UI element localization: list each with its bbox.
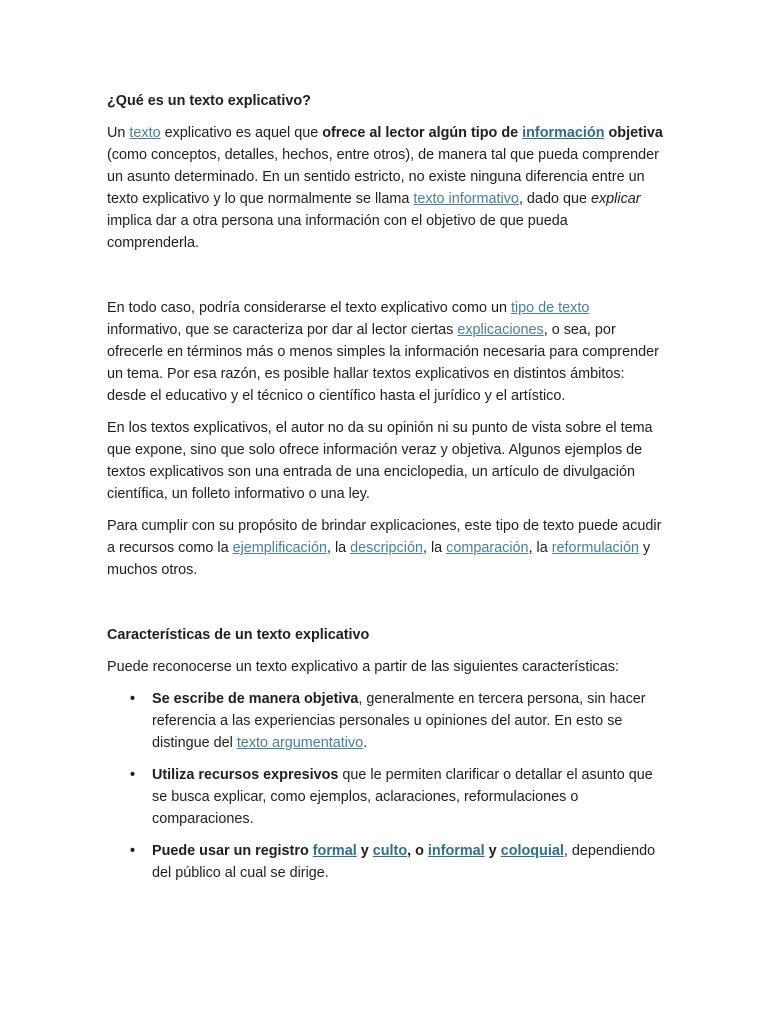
link-informacion[interactable]: información [522, 125, 605, 141]
list-item [107, 764, 663, 830]
bold-text: y [356, 843, 373, 859]
link-texto-argumentativo[interactable]: texto argumentativo [236, 735, 364, 751]
text-run: explicativo es aquel que [160, 125, 323, 141]
list-item [107, 840, 663, 884]
bold-text: ofrece al lector algún tipo de [322, 125, 523, 141]
section-heading-characteristics: Características de un texto explicativo [107, 627, 370, 643]
link-formal[interactable]: formal [312, 843, 357, 859]
link-tipo-de-texto[interactable]: tipo de texto [510, 300, 590, 316]
text-run: implica dar a otra persona una información con el objetivo de que pueda comprenderla. [107, 213, 568, 251]
bold-text: , o [407, 843, 428, 859]
link-descripcion[interactable]: descripción [350, 540, 423, 556]
text-run: , la [528, 540, 552, 556]
paragraph-definition [107, 122, 663, 254]
link-explicaciones[interactable]: explicaciones [457, 322, 544, 338]
bullet-icon: • [130, 767, 136, 783]
bold-text: Utiliza recursos expresivos [152, 767, 339, 783]
paragraph-author-opinion: En los textos explicativos, el autor no da su opinión ni su punto de vista sobre el tema que expone, sino que solo ofrece información veraz y objetiva. Algunos ejemplos de textos explicativos son una entrada de una enciclopedia, un artículo de divulgación científica, un folleto informativo o una ley. [107, 420, 653, 502]
spacer [107, 264, 663, 297]
text-run: , dado que [518, 191, 591, 207]
text-run: Para cumplir con su propósito de brindar explicaciones, este tipo de texto puede acudir a recursos como la [107, 518, 662, 556]
link-reformulacion[interactable]: reformulación [551, 540, 639, 556]
bullet-icon: • [130, 691, 136, 707]
article-body [107, 90, 663, 894]
text-run: Un [107, 125, 130, 141]
link-comparacion[interactable]: comparación [446, 540, 529, 556]
bold-text: Puede usar un registro [152, 843, 313, 859]
link-texto[interactable]: texto [129, 125, 161, 141]
characteristics-list [107, 688, 663, 884]
spacer [107, 591, 663, 624]
text-run: (como conceptos, detalles, hechos, entre otros), de manera tal que pueda comprender un asunto determinado. En un sentido estricto, no existe ninguna diferencia entre un texto explicativo y lo que normalmente se llama [107, 147, 659, 207]
text-run: , dependiendo del público al cual se dirige. [152, 843, 656, 881]
text-run: que le permiten clarificar o detallar el asunto que se busca explicar, como ejemplos, aclaraciones, reformulaciones o comparaciones. [152, 767, 653, 827]
link-texto-informativo[interactable]: texto informativo [413, 191, 519, 207]
paragraph-resources [107, 515, 663, 581]
bullet-icon: • [130, 843, 136, 859]
paragraph-type-of-text [107, 297, 663, 407]
link-coloquial[interactable]: coloquial [500, 843, 564, 859]
bold-text: objetiva [604, 125, 663, 141]
bold-text: Se escribe de manera objetiva [152, 691, 359, 707]
bold-text: y [484, 843, 501, 859]
text-run: En todo caso, podría considerarse el texto explicativo como un [107, 300, 511, 316]
text-run: y muchos otros. [107, 540, 651, 578]
text-run: informativo, que se caracteriza por dar al lector ciertas [107, 322, 458, 338]
section-heading-what-is: ¿Qué es un texto explicativo? [107, 93, 311, 109]
text-run: , la [326, 540, 351, 556]
list-item [107, 688, 663, 754]
link-culto[interactable]: culto [372, 843, 408, 859]
paragraph-characteristics-intro: Puede reconocerse un texto explicativo a partir de las siguientes características: [107, 659, 619, 675]
text-run: . [363, 735, 368, 751]
link-informal[interactable]: informal [427, 843, 485, 859]
text-run: , o sea, por ofrecerle en términos más o menos simples la información necesaria para comprender un tema. Por esa razón, es posible hallar textos explicativos en distintos ámbitos: desde el educativo y el técnico o científico hasta el jurídico y el artístico. [107, 322, 659, 404]
link-ejemplificacion[interactable]: ejemplificación [232, 540, 327, 556]
text-run: , generalmente en tercera persona, sin hacer referencia a las experiencias personales u opiniones del autor. En esto se distingue del [152, 691, 646, 751]
text-run: , la [422, 540, 447, 556]
italic-text: explicar [590, 191, 641, 207]
